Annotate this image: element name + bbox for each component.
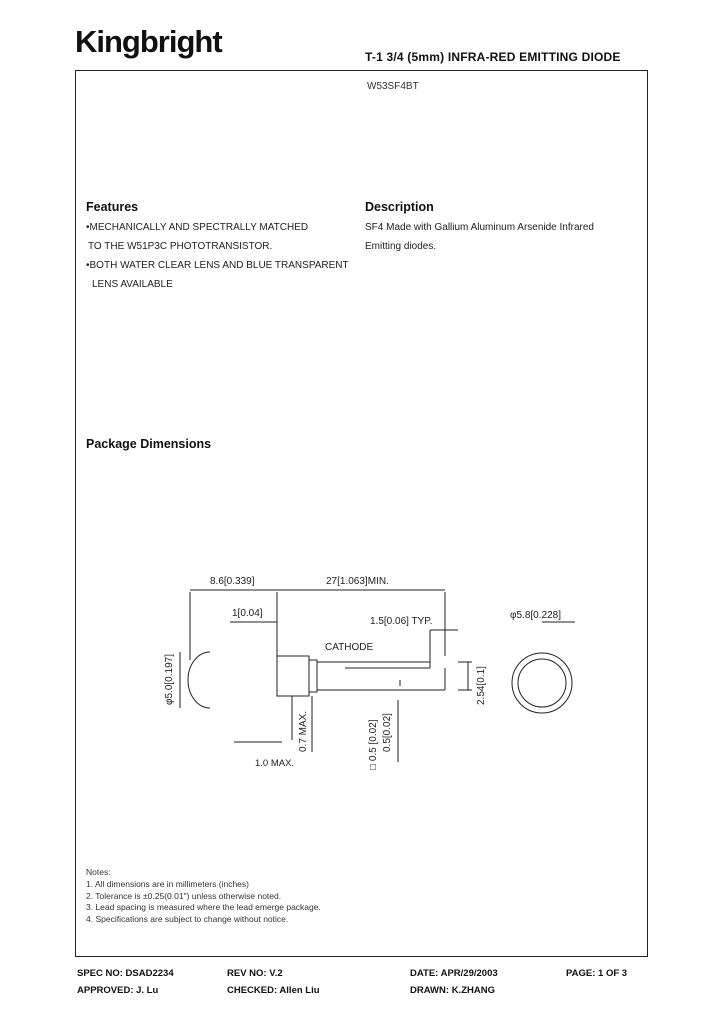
checked-by: CHECKED: Allen Liu <box>227 985 320 996</box>
feature-1-line-2: TO THE W51P3C PHOTOTRANSISTOR. <box>88 241 273 252</box>
rev-no: REV NO: V.2 <box>227 968 283 979</box>
page-number: PAGE: 1 OF 3 <box>566 968 628 979</box>
features-heading: Features <box>86 200 139 214</box>
feature-item: •BOTH WATER CLEAR LENS AND BLUE TRANSPARENT <box>86 260 349 271</box>
package-heading: Package Dimensions <box>86 437 212 451</box>
feature-2-line-2: LENS AVAILABLE <box>92 279 173 290</box>
led-body <box>277 656 309 696</box>
lead-overhang-label: 1.0 MAX. <box>255 758 295 769</box>
lead-extra-label: 0.7 MAX. <box>298 710 309 752</box>
end-view-diameter-label: φ5.8[0.228] <box>510 610 561 621</box>
pitch-label: 2.54[0.1] <box>476 666 487 705</box>
description-line-2: Emitting diodes. <box>365 241 437 252</box>
document-title: T-1 3/4 (5mm) INFRA-RED EMITTING DIODE <box>365 50 621 64</box>
flange-label: 1[0.04] <box>232 608 263 619</box>
feature-item: •MECHANICALLY AND SPECTRALLY MATCHED <box>86 222 309 233</box>
lead-square-label: □ 0.5 [0.02] <box>368 719 379 770</box>
feature-1-line-1: MECHANICALLY AND SPECTRALLY MATCHED <box>89 222 309 233</box>
notes-block <box>86 867 321 926</box>
note-item: 2. Tolerance is ±0.25(0.01") unless otherwise noted. <box>86 890 282 901</box>
end-view-inner <box>518 659 566 707</box>
cathode-label: CATHODE <box>325 642 374 653</box>
description-line-1: SF4 Made with Gallium Aluminum Arsenide Infrared <box>365 222 594 233</box>
note-item: 4. Specifications are subject to change without notice. <box>86 914 289 925</box>
issue-date: DATE: APR/29/2003 <box>410 968 498 979</box>
body-diameter-label: φ5.0[0.197] <box>164 654 175 705</box>
drawn-by: DRAWN: K.ZHANG <box>410 985 495 996</box>
part-number: W53SF4BT <box>367 81 419 92</box>
led-flange <box>309 660 317 692</box>
dome-length-label: 8.6[0.339] <box>210 576 255 587</box>
lead-length-label: 27[1.063]MIN. <box>326 576 389 587</box>
lead-width-label: 0.5[0.02] <box>382 713 393 752</box>
note-item: 3. Lead spacing is measured where the lead emerge package. <box>86 902 321 913</box>
notes-heading: Notes: <box>86 867 111 877</box>
note-item: 1. All dimensions are in millimeters (inches) <box>86 878 249 889</box>
approved-by: APPROVED: J. Lu <box>77 985 159 996</box>
lead-spacing-label: 1.5[0.06] TYP. <box>370 616 433 627</box>
dome-outline <box>188 652 210 708</box>
feature-2-line-1: BOTH WATER CLEAR LENS AND BLUE TRANSPARENT <box>89 260 349 271</box>
end-view-outer <box>512 653 572 713</box>
brand-logo: Kingbright <box>75 24 222 59</box>
description-heading: Description <box>365 200 434 214</box>
spec-no: SPEC NO: DSAD2234 <box>77 968 174 979</box>
